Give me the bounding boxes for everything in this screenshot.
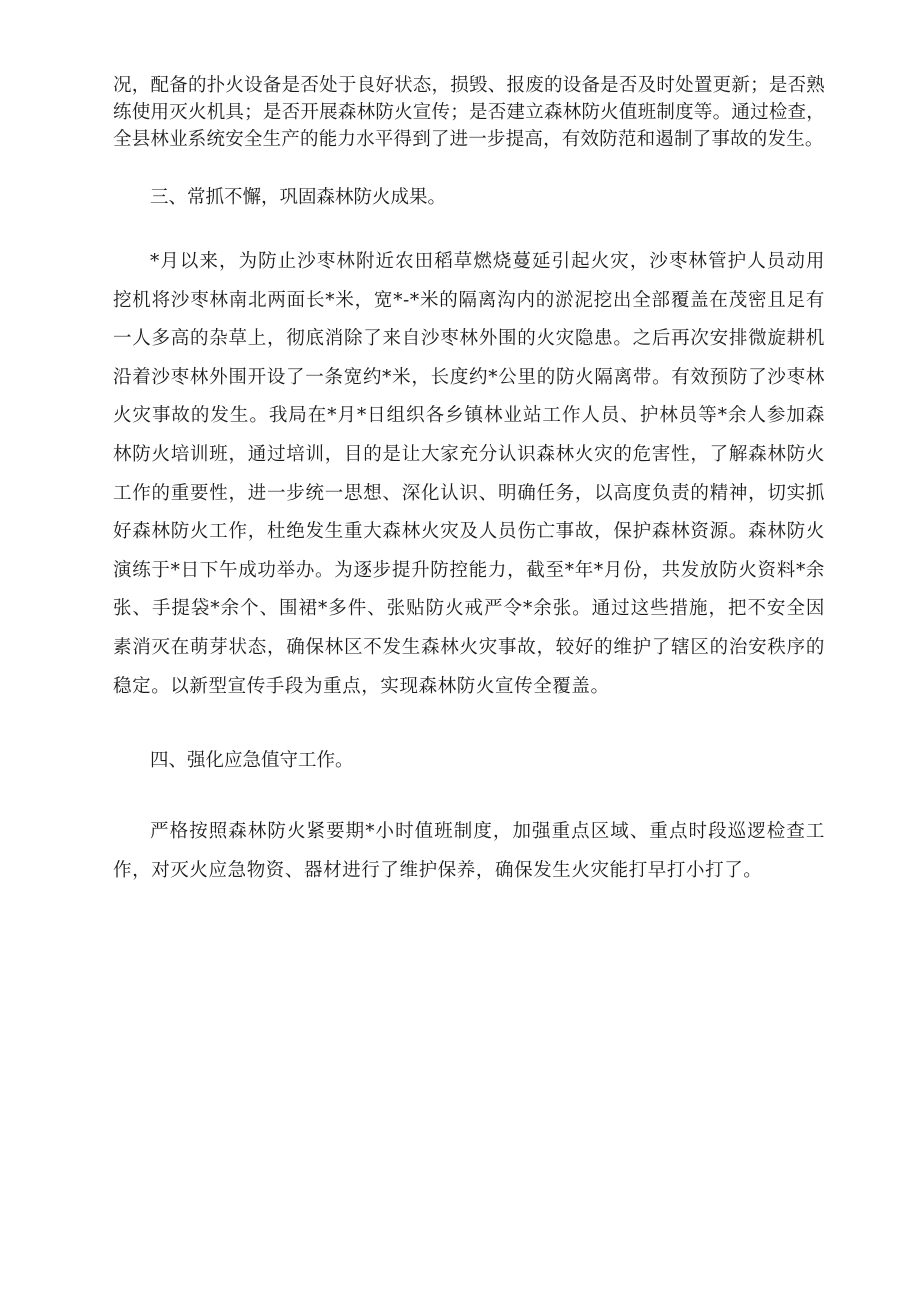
section-body-3: *月以来，为防止沙枣林附近农田稻草燃烧蔓延引起火灾，沙枣林管护人员动用挖机将沙枣林南北两面长*米，宽*-*米的隔离沟内的淤泥挖出全部覆盖在茂密且足有一人多高的杂草上，彻底消除了来自沙枣林外围的火灾隐患。之后再次安排微旋耕机沿着沙枣林外围开设了一条宽约*米，长度约*公里的防火隔离带。有效预防了沙枣林火灾事故的发生。我局在*月*日组织各乡镇林业站工作人员、护林员等*余人参加森林防火培训班，通过培训，目的是让大家充分认识森林火灾的危害性，了解森林防火工作的重要性，进一步统一思想、深化认识、明确任务，以高度负责的精神，切实抓好森林防火工作，杜绝发生重大森林火灾及人员伤亡事故，保护森林资源。森林防火演练于*日下午成功举办。为逐步提升防控能力，截至*年*月份，共发放防火资料*余张、手提袋*余个、围裙*多件、张贴防火戒严令*余张。通过这些措施，把不安全因素消灭在萌芽状态，确保林区不发生森林火灾事故，较好的维护了辖区的治安秩序的稳定。以新型宣传手段为重点，实现森林防火宣传全覆盖。: [113, 251, 825, 697]
section-heading-3: 三、常抓不懈，巩固森林防火成果。: [150, 187, 447, 208]
document-page: [113, 72, 825, 890]
continuation-paragraph: 况，配备的扑火设备是否处于良好状态，损毁、报废的设备是否及时处置更新；是否熟练使用灭火机具；是否开展森林防火宣传；是否建立森林防火值班制度等。通过检查，全县林业系统安全生产的能力水平得到了进一步提高，有效防范和遏制了事故的发生。: [113, 75, 825, 150]
section-body-4: 严格按照森林防火紧要期*小时值班制度，加强重点区域、重点时段巡逻检查工作，对灭火应急物资、器材进行了维护保养，确保发生火灾能打早打小打了。: [113, 821, 825, 881]
section-heading-4: 四、强化应急值守工作。: [150, 750, 354, 772]
